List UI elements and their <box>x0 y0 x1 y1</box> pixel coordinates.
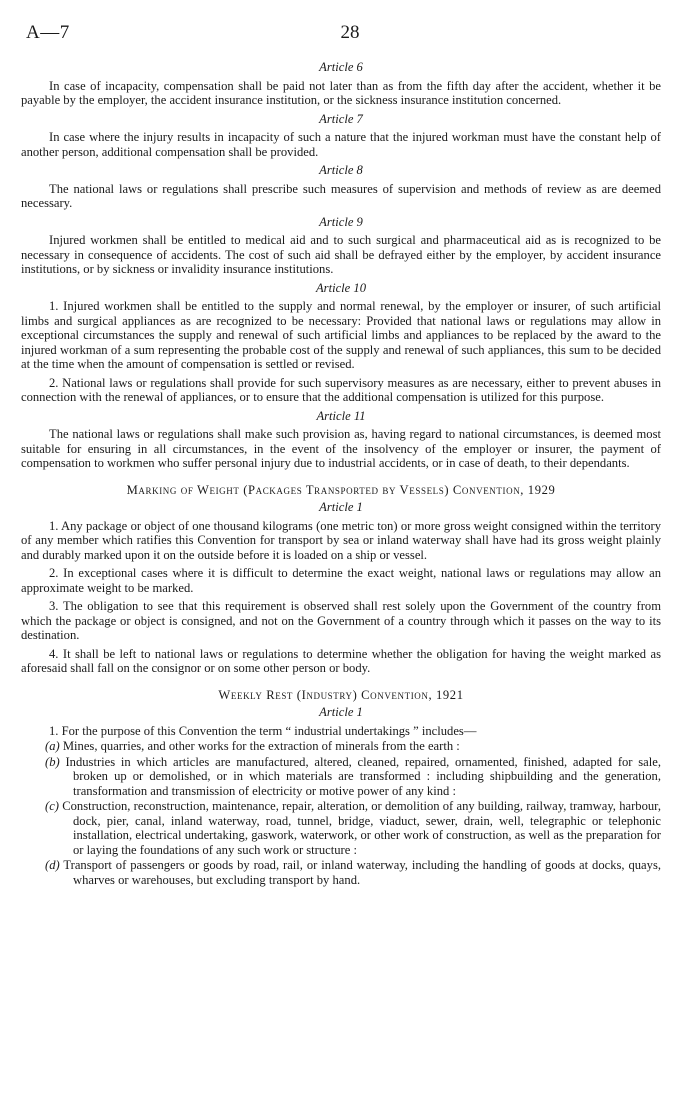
article-10 <box>21 281 661 405</box>
list-item <box>21 799 661 857</box>
item-text: Industries in which articles are manufactured, altered, cleaned, repaired, ornamented, finished, adapted for sale, broken up or demolished, or in which materials are transformed : including shipbuilding and the generation, transformation and transmission of electricity or motive power of any kind : <box>65 754 661 798</box>
article-11 <box>21 409 661 471</box>
item-marker: (a) <box>45 739 60 753</box>
weekly-rest-convention <box>21 688 661 888</box>
article-heading: Article 10 <box>315 280 366 295</box>
item-marker: (b) <box>45 754 60 769</box>
paragraph: In case where the injury results in incapacity of such a nature that the injured workman must have the constant help of another person, additional compensation shall be provided. <box>21 130 661 159</box>
list-item <box>21 739 661 754</box>
paragraph: 1. Any package or object of one thousand kilograms (one metric ton) or more gross weight consigned within the territory of any member which ratifies this Convention for transport by sea or inland waterway shall have had its gross weight plainly and durably marked upon it on the outside before it is loaded on a ship or vessel. <box>21 518 661 562</box>
convention-title: Marking of Weight (Packages Transported by Vessels) Convention, 1929 <box>126 482 556 497</box>
article-heading: Article 1 <box>319 705 363 719</box>
article-heading: Article 7 <box>319 111 363 126</box>
article-7 <box>21 112 661 160</box>
paragraph: In case of incapacity, compensation shall be paid not later than as from the fifth day after the accident, whether it be payable by the employer, the accident insurance institution, or the sickness insurance institution concerned. <box>21 78 661 107</box>
article-heading: Article 6 <box>319 60 363 74</box>
item-marker: (d) <box>45 858 60 872</box>
marking-of-weight-convention <box>21 483 661 676</box>
article-heading: Article 11 <box>316 408 366 423</box>
article-6 <box>21 60 661 108</box>
paragraph: The national laws or regulations shall prescribe such measures of supervision and methods of review as are deemed necessary. <box>21 181 661 210</box>
article-heading: Article 9 <box>319 214 363 229</box>
paragraph: 2. In exceptional cases where it is difficult to determine the exact weight, national laws or regulations may allow an approximate weight to be marked. <box>21 566 661 595</box>
paragraph: The national laws or regulations shall make such provision as, having regard to national circumstances, is deemed most suitable for ensuring in all circumstances, in the event of the insolvency of the employer or insurer, the payment of compensation to workmen who suffer personal injury due to industrial accidents, or in case of death, to their dependants. <box>21 427 661 470</box>
article-heading: Article 1 <box>319 500 363 514</box>
paragraph: 3. The obligation to see that this requirement is observed shall rest solely upon the Government of the country from which the package or object is consigned, and not on the Government of a country through which it passes on the way to its destination. <box>21 599 661 642</box>
item-list <box>21 739 661 887</box>
running-head <box>26 22 674 46</box>
item-text: Mines, quarries, and other works for the extraction of minerals from the earth : <box>62 739 460 753</box>
article-9 <box>21 215 661 277</box>
paragraph: 1. Injured workmen shall be entitled to the supply and normal renewal, by the employer or insurer, of such artificial limbs and surgical appliances as are recognized to be necessary: Provided that national laws or regulations may allow in exceptional circumstances the supply and renewal of such artificial limbs and appliances to be replaced by the award to the injured workman of a sum representing the probable cost of the supply and renewal of such appliances, this sum to be decided at the time when the amount of compensation is settled or revised. <box>21 299 661 371</box>
item-text: Construction, reconstruction, maintenance, repair, alteration, or demolition of any building, railway, tramway, harbour, dock, pier, canal, inland waterway, road, tunnel, bridge, viaduct, sewer, drain, well, telegraphic or telephonic installation, electrical undertaking, gaswork, waterwork, or other work of construction, as well as the preparation for or laying the foundations of any such work or structure : <box>62 799 661 857</box>
item-text: Transport of passengers or goods by road, rail, or inland waterway, including the handling of goods at docks, quays, wharves or warehouses, but excluding transport by hand. <box>63 858 661 887</box>
paragraph: 2. National laws or regulations shall provide for such supervisory measures as are necessary, either to prevent abuses in connection with the renewal of appliances, or to ensure that the additional compensation is utilized for this purpose. <box>21 375 661 404</box>
paragraph: 4. It shall be left to national laws or regulations to determine whether the obligation for having the weight marked as aforesaid shall fall on the consignor or on some other person or body. <box>21 646 661 675</box>
paragraph: 1. For the purpose of this Convention the term “ industrial undertakings ” includes— <box>49 723 477 738</box>
article-heading: Article 8 <box>319 163 363 177</box>
document-body <box>21 60 661 888</box>
page-reference: A—7 <box>26 22 70 43</box>
item-marker: (c) <box>45 799 59 813</box>
article-8 <box>21 163 661 211</box>
list-item <box>21 755 661 799</box>
paragraph: Injured workmen shall be entitled to medical aid and to such surgical and pharmaceutical aid as is recognized to be necessary in consequence of accidents. The cost of such aid shall be defrayed either by the employer, by accident insurance institutions, or by sickness or invalidity insurance institutions. <box>21 233 661 276</box>
convention-title: Weekly Rest (Industry) Convention, 1921 <box>218 687 464 702</box>
list-item <box>21 858 661 887</box>
page-number: 28 <box>340 22 360 43</box>
